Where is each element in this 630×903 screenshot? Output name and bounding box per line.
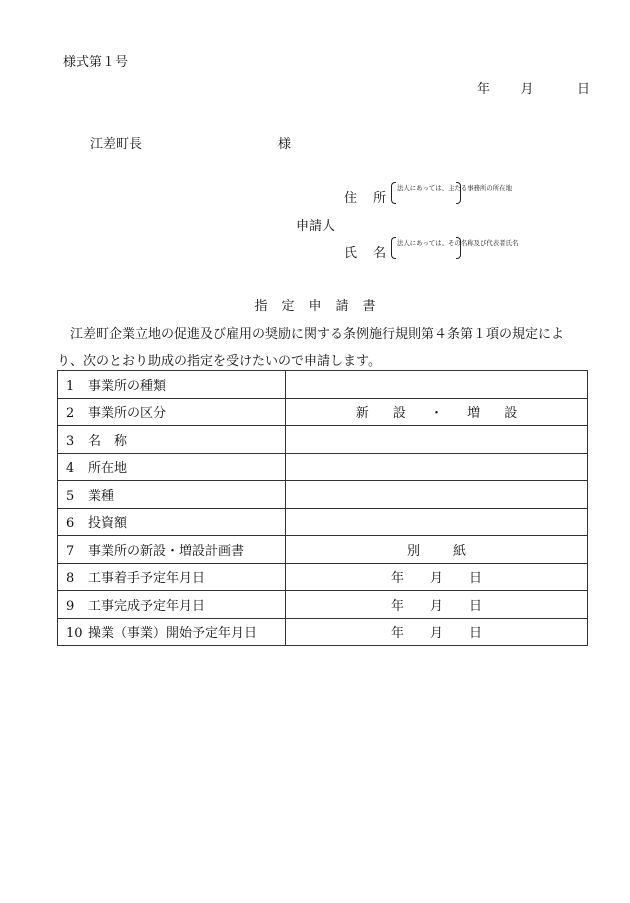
table-row [58, 426, 588, 454]
date-month-label: 月 [520, 82, 534, 97]
row-label: 事業所の区分 [88, 406, 167, 422]
row-number: 10 [66, 626, 83, 642]
row-value: 新 設 ・ 増 設 [355, 406, 528, 422]
row-label-cell [58, 563, 286, 591]
row-label: 事業所の新設・増設計画書 [88, 543, 245, 559]
row-value-cell[interactable] [286, 398, 588, 426]
row-value-cell[interactable] [286, 508, 588, 536]
address-label: 住 所 [344, 191, 393, 206]
row-number: 8 [66, 571, 75, 587]
row-label-cell [58, 618, 286, 646]
row-label: 業種 [88, 488, 115, 504]
row-date-unit: 月 [429, 571, 443, 587]
table-row [58, 481, 588, 509]
table-row [58, 398, 588, 426]
name-note: 法人にあっては、その名称及び代表者氏名 [391, 237, 461, 259]
row-number: 2 [66, 406, 75, 422]
row-label: 事業所の種類 [88, 378, 167, 394]
row-number: 6 [66, 516, 75, 532]
row-date [391, 622, 482, 641]
row-label: 操業（事業）開始予定年月日 [88, 626, 258, 642]
address-note: 法人にあっては、主たる事務所の所在地 [391, 182, 461, 204]
row-date-unit: 日 [469, 598, 483, 614]
row-value-cell[interactable] [286, 371, 588, 399]
row-date-unit: 日 [469, 571, 483, 587]
row-label: 投資額 [88, 516, 128, 532]
row-value-cell[interactable] [286, 426, 588, 454]
row-date [391, 595, 482, 614]
row-number: 1 [66, 378, 75, 394]
row-number: 9 [66, 598, 75, 614]
body-text: 江差町企業立地の促進及び雇用の奨励に関する条例施行規則第４条第１項の規定により、次のとおり助成の指定を受けたいので申請します。 [57, 327, 565, 369]
applicant-label: 申請人 [296, 219, 336, 234]
row-date-unit: 日 [469, 626, 483, 642]
form-number: 様式第１号 [63, 55, 129, 70]
row-date-unit: 年 [390, 626, 404, 642]
row-label: 所在地 [88, 461, 128, 477]
row-label-cell [58, 481, 286, 509]
table-row [58, 536, 588, 564]
items-table [57, 370, 588, 646]
row-label: 工事完成予定年月日 [88, 598, 206, 614]
row-number: 4 [66, 461, 75, 477]
name-label: 氏 名 [344, 246, 393, 261]
honorific: 様 [278, 137, 292, 152]
row-label-cell [58, 453, 286, 481]
row-label-cell [58, 398, 286, 426]
table-row [58, 563, 588, 591]
table-row [58, 453, 588, 481]
row-label: 名 称 [88, 433, 128, 449]
row-label-cell [58, 508, 286, 536]
applicant-block [296, 178, 616, 268]
row-number: 5 [66, 488, 75, 504]
row-date [391, 567, 482, 586]
row-value-cell[interactable] [286, 481, 588, 509]
table-row [58, 508, 588, 536]
row-label-cell [58, 536, 286, 564]
row-value: 別 紙 [406, 543, 476, 559]
row-label-cell [58, 426, 286, 454]
row-date-unit: 月 [429, 626, 443, 642]
row-label-cell [58, 591, 286, 619]
row-date-unit: 月 [429, 598, 443, 614]
table-row [58, 371, 588, 399]
addressee: 江差町長 [90, 137, 143, 152]
row-number: 3 [66, 433, 75, 449]
row-value-cell[interactable] [286, 536, 588, 564]
row-value-cell[interactable] [286, 453, 588, 481]
row-date-unit: 年 [390, 571, 404, 587]
row-value-cell[interactable] [286, 563, 588, 591]
row-label-cell [58, 371, 286, 399]
row-date-unit: 年 [390, 598, 404, 614]
table-row [58, 618, 588, 646]
row-label: 工事着手予定年月日 [88, 571, 206, 587]
document-title: 指定申請書 [254, 299, 390, 314]
row-value-cell[interactable] [286, 618, 588, 646]
row-value-cell[interactable] [286, 591, 588, 619]
row-number: 7 [66, 543, 75, 559]
submission-date: 年 月 日 [477, 78, 577, 97]
table-row [58, 591, 588, 619]
